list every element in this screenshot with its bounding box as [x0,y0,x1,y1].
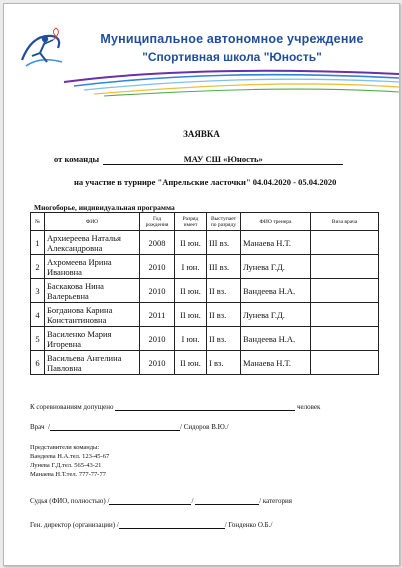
director-signature-blank [119,520,225,529]
doctor-signature-blank [50,422,180,431]
admitted-suffix: человек [296,403,321,411]
cell-fio: Баскакова Нина Валерьевна [45,279,140,303]
cell-fio: Ахромеева Ирина Ивановна [45,255,140,279]
team-label: от команды [54,154,100,164]
header-number: № [31,213,45,231]
director-label: Ген. директор (организации) [30,521,116,529]
cell-number: 3 [31,279,45,303]
table-row [31,255,379,279]
judge-name-blank [109,496,191,505]
cell-rank: II юн. [175,231,207,255]
cell-fio: Василенко Мария Игоревна [45,327,140,351]
cell-birth-year: 2010 [140,327,175,351]
cell-coach: Лунева Г.Д. [241,303,311,327]
cell-competes-rank: II вз. [207,279,241,303]
judge-signature-blank [195,496,259,505]
judge-line: Судья (ФИО, полностью) / / / категория [30,497,292,505]
representative-item: Вандеева Н.А.тел. 123-45-67 [30,453,110,460]
header-fio: ФИО [45,213,140,231]
decorative-waves-icon [4,64,399,98]
cell-birth-year: 2010 [140,351,175,375]
cell-doctor-visa [311,327,379,351]
cell-fio: Архиереева Наталья Александровна [45,231,140,255]
cell-doctor-visa [311,303,379,327]
cell-doctor-visa [311,279,379,303]
participants-table [30,212,379,375]
header-rank: Разряд имеет [175,213,207,231]
doctor-line: Врач / / Сидоров В.Ю./ [30,423,229,431]
admitted-blank [115,402,295,411]
cell-fio: Васильева Ангелина Павловна [45,351,140,375]
team-name: МАУ СШ «Юность» [183,154,263,164]
header-doctor-visa: Виза врача [311,213,379,231]
cell-competes-rank: III вз. [207,231,241,255]
cell-fio: Богданова Карина Константиновна [45,303,140,327]
representative-item: Манаева Н.Т.тел. 777-77-77 [30,471,106,478]
cell-number: 2 [31,255,45,279]
cell-birth-year: 2011 [140,303,175,327]
cell-coach: Лунева Г.Д. [241,255,311,279]
director-name: Гонденко О.Б. [228,521,271,529]
cell-birth-year: 2010 [140,279,175,303]
cell-competes-rank: I вз. [207,351,241,375]
cell-competes-rank: II вз. [207,327,241,351]
cell-doctor-visa [311,351,379,375]
cell-competes-rank: III вз. [207,255,241,279]
cell-rank: II юн. [175,279,207,303]
header-competes-rank: Выступает по разряду [207,213,241,231]
table-row [31,351,379,375]
representative-item: Лунева Г.Д.тел. 565-43-21 [30,462,102,469]
cell-rank: I юн. [175,327,207,351]
cell-competes-rank: II вз. [207,303,241,327]
team-line [54,154,343,165]
cell-coach: Манаева Н.Т. [241,231,311,255]
cell-birth-year: 2008 [140,231,175,255]
judge-label: Судья (ФИО, полностью) [30,497,106,505]
admitted-label: К соревнованиям допущено [30,403,114,411]
document-title: ЗАЯВКА [183,129,220,139]
header-birth-year: Год рождения [140,213,175,231]
table-row [31,327,379,351]
table-header-row [31,213,379,231]
header-coach: ФИО тренера [241,213,311,231]
cell-coach: Вандеева Н.А. [241,327,311,351]
table-row [31,231,379,255]
organization-line-1: Муниципальное автономное учреждение [100,32,364,46]
cell-number: 1 [31,231,45,255]
cell-coach: Манаева Н.Т. [241,351,311,375]
representatives-label: Представители команды: [30,444,100,451]
doctor-label: Врач [30,423,45,431]
document-page [3,3,400,566]
tournament-line: на участие в турнире "Апрельские ласточки" 04.04.2020 - 05.04.2020 [74,177,337,187]
cell-number: 4 [31,303,45,327]
team-representatives [30,443,109,479]
cell-rank: II юн. [175,303,207,327]
admitted-line [30,402,320,411]
program-label: Многоборье, индивидуальная программа [34,203,175,212]
doctor-name: Сидоров В.Ю. [183,423,227,431]
cell-doctor-visa [311,231,379,255]
cell-number: 6 [31,351,45,375]
cell-rank: II юн. [175,351,207,375]
cell-birth-year: 2010 [140,255,175,279]
table-row [31,279,379,303]
cell-number: 5 [31,327,45,351]
cell-coach: Вандеева Н.А. [241,279,311,303]
organization-name [82,32,382,64]
table-row [31,303,379,327]
cell-rank: I юн. [175,255,207,279]
director-line: Ген. директор (организации) / / Гонденко О.Б./ [30,521,273,529]
judge-category-label: категория [262,497,292,505]
cell-doctor-visa [311,255,379,279]
organization-line-2: "Спортивная школа "Юность" [142,50,322,64]
